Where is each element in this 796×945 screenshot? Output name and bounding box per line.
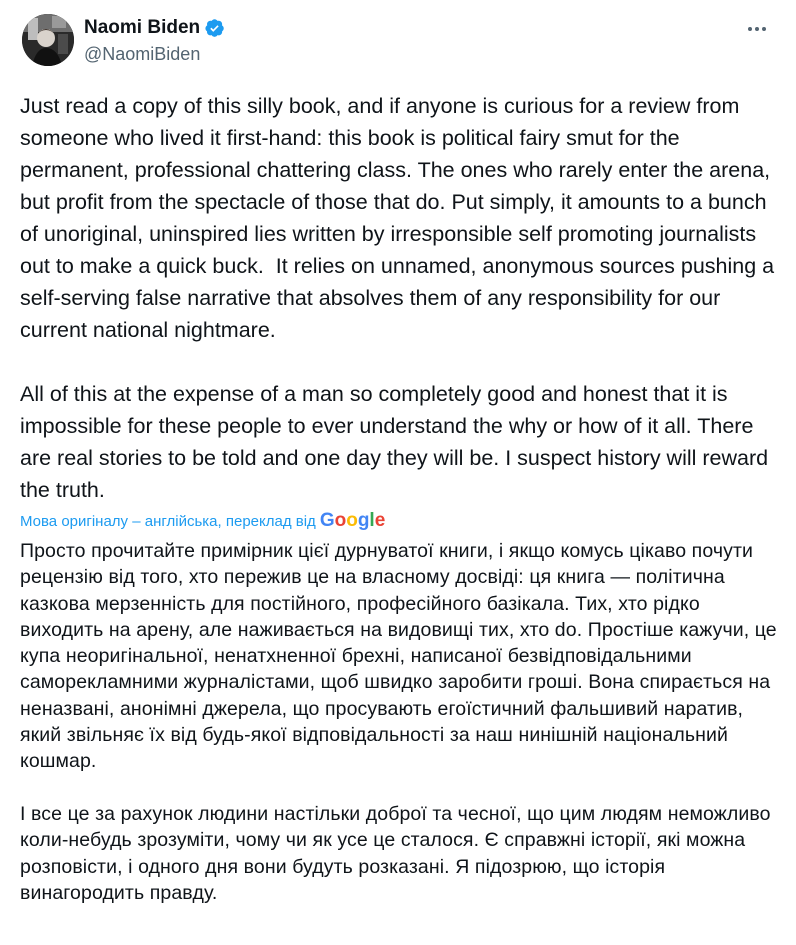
author-display-name-row: [84, 16, 225, 40]
tweet-text-original: [20, 90, 782, 506]
avatar-photo-icon: [22, 14, 74, 66]
tweet-text-translated: [20, 538, 782, 906]
more-dot-icon: [748, 27, 752, 31]
verified-badge-icon[interactable]: [205, 18, 225, 38]
more-dot-icon: [762, 27, 766, 31]
author-names: [84, 16, 225, 65]
tweet-text-uk-paragraph-1: Просто прочитайте примірник цієї дурнуватої книги, і якщо комусь цікаво почути рецензію від того, хто пережив це на власному досвіді: ця книга — політична казкова мерзенність для постійного, професійного базікала. Тих, хто рідко виходить на арену, але наживається на видовищі тих, хто do. Простіше кажучи, це купа неоригінальної, ненатхненної брехні, написаної безвідповідальними саморекламними журналістами, щоб швидко заробити гроші. Вона спирається на неназвані, анонімні джерела, що просувають егоїстичний фальшивий наратив, який звільняє їх від будь-якої відповідальності за наш нинішній національний кошмар.: [20, 540, 783, 773]
more-options-button[interactable]: [742, 16, 772, 42]
translation-label[interactable]: Мова оригіналу – англійська, переклад від: [20, 512, 316, 530]
tweet-text-en-paragraph-1: Just read a copy of this silly book, and if anyone is curious for a review from someone who lived it first-hand: this book is political fairy smut for the permanent, professional chattering class. The ones who rarely enter the arena, but profit from the spectacle of those that do. Put simply, it amounts to a bunch of unoriginal, uninspired lies written by irresponsible self promoting journalists out to make a quick buck. It relies on unnamed, anonymous sources pushing a self-serving false narrative that absolves them of any responsibility for our current national nightmare.: [20, 94, 781, 342]
more-dot-icon: [755, 27, 759, 31]
avatar[interactable]: [22, 14, 74, 66]
translation-attribution[interactable]: [20, 508, 385, 534]
tweet-header: [20, 14, 776, 74]
tweet-text-en-paragraph-2: All of this at the expense of a man so completely good and honest that it is impossible for these people to ever understand the why or how of it all. There are real stories to be told and one day they will be. I suspect history will reward the truth.: [20, 382, 775, 502]
tweet-text-uk-paragraph-2: І все це за рахунок людини настільки доброї та чесної, що цим людям неможливо коли-небудь зрозуміти, чому чи як усе це сталося. Є справжні історії, які можна розповісти, і одного дня вони будуть розказані. Я підозрюю, що історія винагородить правду.: [20, 802, 777, 904]
author-handle[interactable]: @NaomiBiden: [84, 44, 201, 64]
author-display-name[interactable]: Naomi Biden: [84, 17, 201, 38]
google-logo: Google: [319, 510, 386, 531]
